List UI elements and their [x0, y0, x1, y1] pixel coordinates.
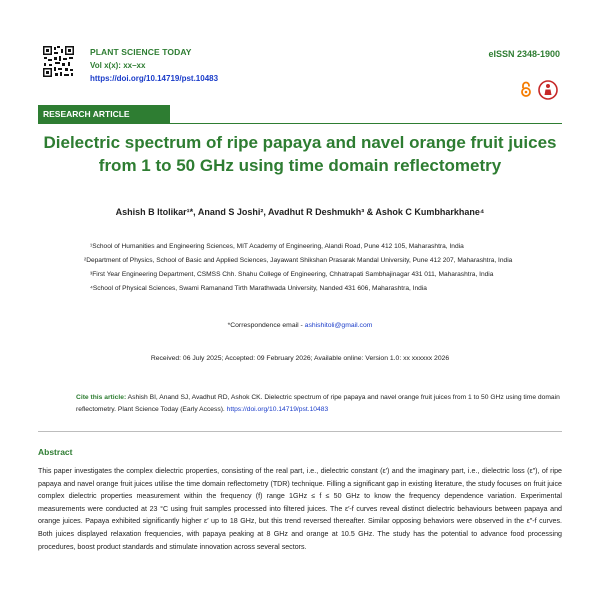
eissn: eISSN 2348-1900: [488, 49, 560, 59]
journal-name: PLANT SCIENCE TODAY: [90, 47, 192, 57]
affiliations: [84, 241, 584, 297]
article-type-badge: RESEARCH ARTICLE: [38, 105, 170, 124]
affiliation-1: ¹School of Humanities and Engineering Sciences, MIT Academy of Engineering, Alandi Road, Pune 412 105, Maharashtra, India: [90, 243, 464, 250]
section-divider: [38, 431, 562, 432]
author-list: Ashish B Itolikar¹*, Anand S Joshi², Avadhut R Deshmukh³ & Ashok C Kumbharkhane⁴: [115, 207, 485, 217]
citation-label: Cite this article:: [76, 394, 127, 401]
creative-commons-icon: [538, 80, 558, 100]
correspondence-email[interactable]: ashishitoli@gmail.com: [304, 322, 373, 329]
publication-dates: Received: 06 July 2025; Accepted: 09 February 2026; Available online: Version 1.0: xx xxxxxx 2026: [150, 355, 450, 362]
affiliation-3: ³First Year Engineering Department, CSMSS Chh. Shahu College of Engineering, Chhatrapati Sambhajinagar 431 011, Maharashtra, India: [90, 271, 494, 278]
paper-title: Dielectric spectrum of ripe papaya and navel orange fruit juices from 1 to 50 GHz using time domain reflectometry: [43, 133, 557, 175]
affiliation-4: ⁴School of Physical Sciences, Swami Ramanand Tirth Marathwada University, Nanded 431 606, Maharashtra, India: [90, 285, 427, 292]
doi-link[interactable]: https://doi.org/10.14719/pst.10483: [90, 74, 219, 83]
header-divider: [38, 123, 562, 124]
citation: [76, 392, 566, 415]
abstract-text: This paper investigates the complex dielectric properties, consisting of the real part, i.e., dielectric constant (ε′) and the imaginary part, i.e., dielectric loss (ε″), of ripe papaya and navel orange fruit juices utilise the time domain reflectometry (TDR) technique. Filling a significant gap in existing literature, the study focuses on fruit juice complex dielectric properties measurement within the frequency (f) range 1GHz ≤ f ≤ 50 GHz to know the frequency dependence variation. Experimental measurements were conducted at 23 °C using fruit samples processed into filtered juices. The ε′-f curves reveal distinct dielectric behaviours between papaya and orange juices. Papaya exhibited significantly higher ε′ up to 18 GHz, but this trend reversed thereafter. Similar opposing behaviors were observed in the ε″-f curves. Both juices displayed relaxation frequencies, with papaya peaking at 8 GHz and orange at 10.5 GHz. The study has the potential to advance food processing procedures, boost product standards and stimulate innovation across several sectors.: [38, 467, 562, 551]
journal-volume: Vol x(x): xx–xx: [90, 61, 146, 70]
journal-header: [90, 47, 350, 83]
citation-doi-link[interactable]: https://doi.org/10.14719/pst.10483: [226, 405, 329, 413]
open-access-icon: [520, 81, 532, 97]
correspondence-label: *Correspondence email -: [227, 322, 303, 329]
qr-code-icon: [42, 45, 75, 78]
affiliation-2: ²Department of Physics, School of Basic and Applied Sciences, Jayawant Shikshan Prasarak Mandal University, Pune 412 207, Maharashtra, India: [84, 257, 513, 264]
correspondence: [30, 322, 570, 329]
abstract-heading: Abstract: [38, 447, 73, 457]
citation-text: Ashish BI, Anand SJ, Avadhut RD, Ashok CK. Dielectric spectrum of ripe papaya and navel orange fruit juices from 1 to 50 GHz using time domain reflectometry. Plant Science Today (Early Access).: [76, 394, 560, 413]
